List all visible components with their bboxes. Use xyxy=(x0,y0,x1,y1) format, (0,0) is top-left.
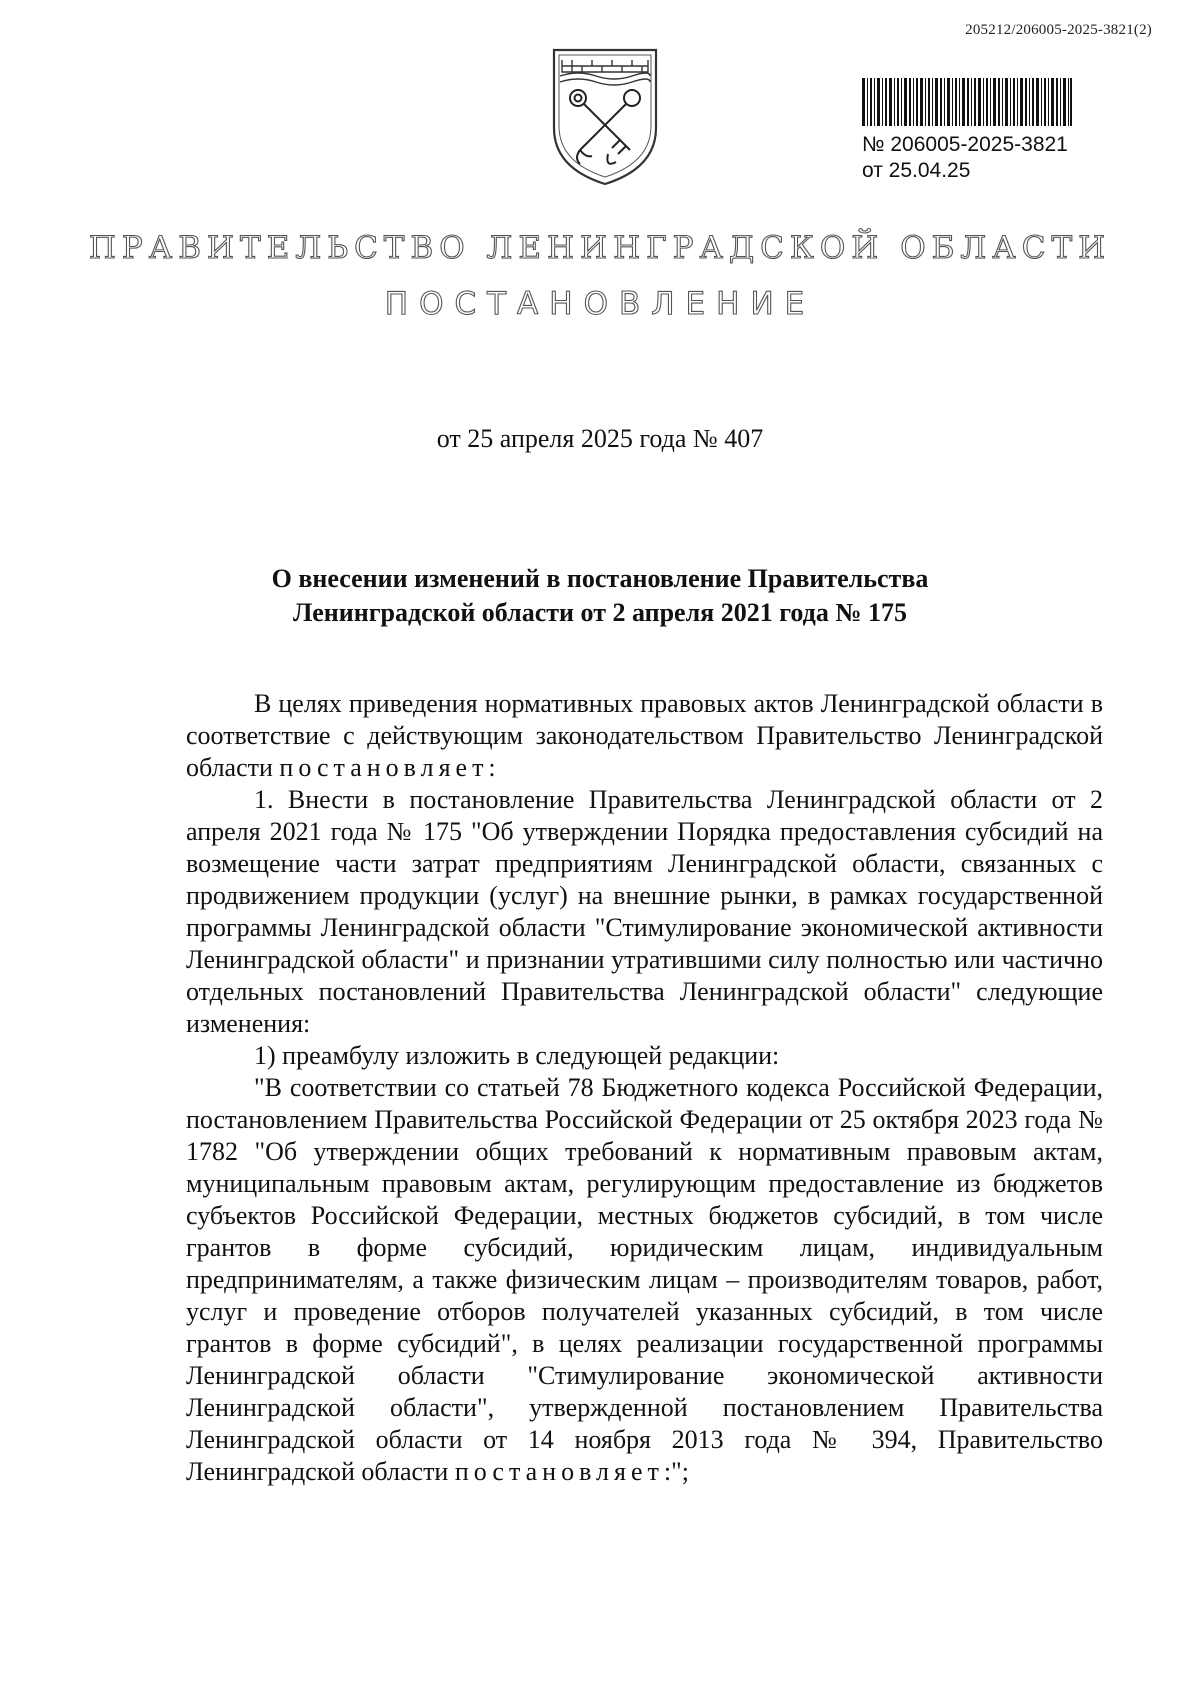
paragraph-item-1: 1. Внести в постановление Правительства Ленинградской области от 2 апреля 2021 года № 175 "Об утверждении Порядка предоставления субсидий на возмещение части затрат предприятиям Ленинградской области, связанных с продвижением продукции (услуг) на внешние рынки, в рамках государственной программы Ленинградской области "Стимулирование экономической активности Ленинградской области" и признании утратившими силу полностью или частично отдельных постановлений Правительства Ленинградской области" следующие изменения: xyxy=(186,785,1103,1038)
government-title: ПРАВИТЕЛЬСТВО ЛЕНИНГРАДСКОЙ ОБЛАСТИ xyxy=(88,230,1112,266)
decree-date-number: от 25 апреля 2025 года № 407 xyxy=(436,424,764,453)
registration-number: № 206005-2025-3821 xyxy=(862,133,1068,156)
paragraph-subitem-1: 1) преамбулу изложить в следующей редакции: xyxy=(254,1041,780,1070)
decree-title: ПОСТАНОВЛЕНИЕ xyxy=(384,286,816,322)
paragraph-text: В целях приведения нормативных правовых актов Ленинградской области в соответствие с действующим законодательством Правительство Ленинградской области xyxy=(186,689,1103,782)
registration-block xyxy=(862,78,1072,184)
document-body xyxy=(186,688,1103,1488)
registration-date: от 25.04.25 xyxy=(862,159,971,182)
paragraph-new-preamble xyxy=(186,1072,1103,1488)
barcode-icon xyxy=(862,78,1072,126)
coat-of-arms-icon xyxy=(550,46,660,188)
document-reference: 205212/206005-2025-3821(2) xyxy=(965,22,1152,38)
spaced-word: постановляет: xyxy=(279,753,501,782)
document-heading: О внесении изменений в постановление Правительства Ленинградской области от 2 апреля 2021 года № 175 xyxy=(271,564,929,627)
paragraph-ending: :"; xyxy=(663,1457,689,1486)
paragraph-text: "В соответствии со статьей 78 Бюджетного кодекса Российской Федерации, постановлением Правительства Российской Федерации от 25 октября 2023 года № 1782 "Об утверждении общих требований к нормативным правовым актам, муниципальным правовым актам, регулирующим предоставление из бюджетов субъектов Российской Федерации, местных бюджетов субсидий, в том числе грантов в форме субсидий, юридическим лицам, индивидуальным предпринимателям, а также физическим лицам – производителям товаров, работ, услуг и проведение отборов получателей указанных субсидий, в том числе грантов в форме субсидий", в целях реализации государственной программы Ленинградской области "Стимулирование экономической активности Ленинградской области", утвержденной постановлением Правительства Ленинградской области от 14 ноября 2013 года № 394, Правительство Ленинградской области xyxy=(186,1073,1103,1486)
paragraph-preamble xyxy=(186,688,1103,784)
spaced-word: постановляет xyxy=(454,1457,664,1486)
